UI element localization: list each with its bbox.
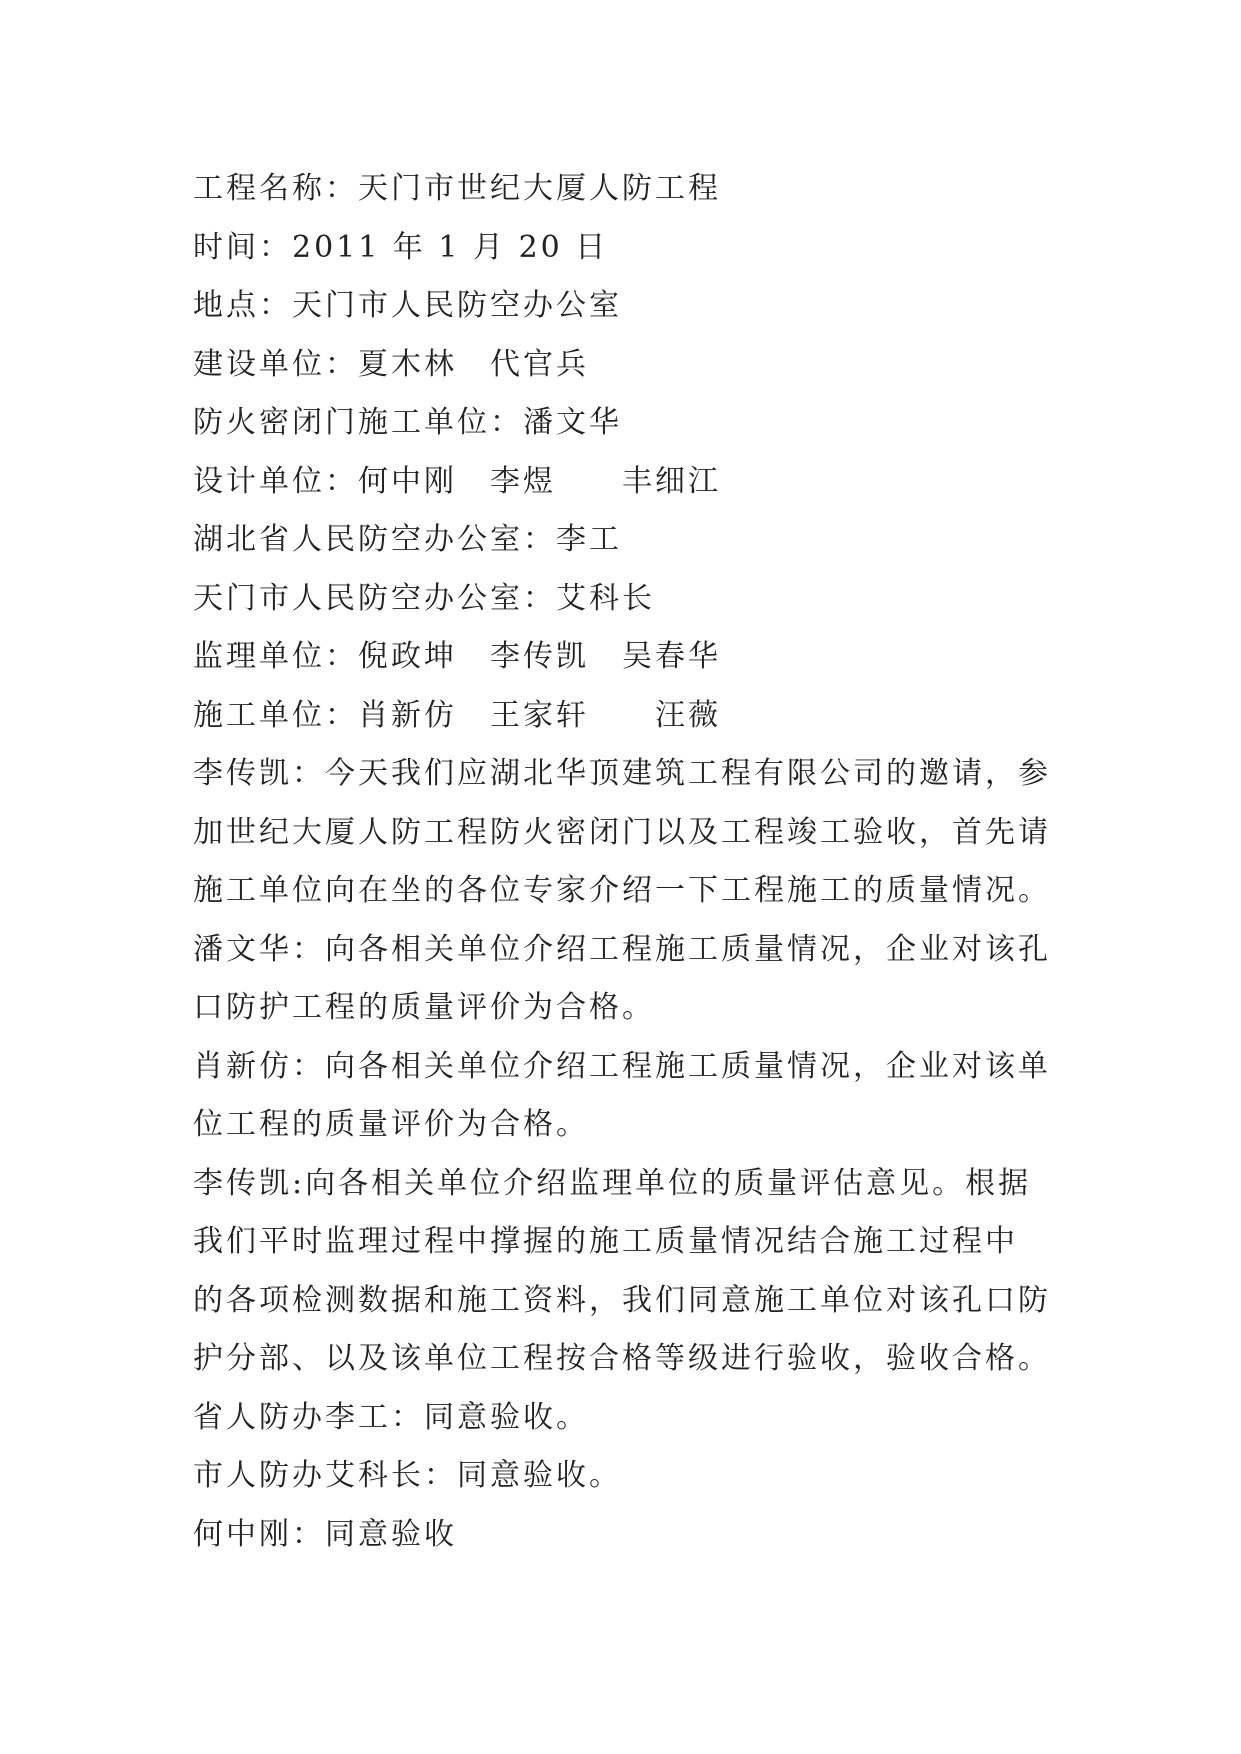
paragraph-line: 何中刚：同意验收 xyxy=(193,1516,457,1552)
document-body xyxy=(193,160,1073,1564)
paragraph-line: 加世纪大厦人防工程防火密闭门以及工程竣工验收，首先请 xyxy=(193,814,1051,850)
fire-door-contractor-line: 防火密闭门施工单位：潘文华 xyxy=(193,405,622,440)
paragraph-line: 位工程的质量评价为合格。 xyxy=(193,1107,589,1142)
supervision-unit-line: 监理单位：倪政坤 李传凯 吴春华 xyxy=(193,639,721,674)
paragraph-line: 李传凯:向各相关单位介绍监理单位的质量评估意见。根据 xyxy=(193,1165,1032,1201)
paragraph-line: 我们平时监理过程中撑握的施工质量情况结合施工过程中 xyxy=(193,1224,1018,1259)
paragraph-line: 省人防办李工：同意验收。 xyxy=(193,1399,589,1435)
paragraph-line: 的各项检测数据和施工资料，我们同意施工单位对该孔口防 xyxy=(193,1282,1051,1318)
paragraph-line: 施工单位向在坐的各位专家介绍一下工程施工的质量情况。 xyxy=(193,873,1051,908)
paragraph-line: 潘文华：向各相关单位介绍工程施工质量情况，企业对该孔 xyxy=(193,931,1051,967)
paragraph-line: 口防护工程的质量评价为合格。 xyxy=(193,990,655,1025)
date-line: 时间：2011 年 1 月 20 日 xyxy=(193,229,609,265)
paragraph-line: 李传凯：今天我们应湖北华顶建筑工程有限公司的邀请，参 xyxy=(193,756,1051,791)
paragraph-line: 护分部、以及该单位工程按合格等级进行验收，验收合格。 xyxy=(193,1341,1051,1376)
construction-unit-line: 建设单位：夏木林 代官兵 xyxy=(193,346,589,382)
paragraph-line: 肖新仿：向各相关单位介绍工程施工质量情况，企业对该单 xyxy=(193,1048,1051,1084)
hubei-civil-defense-line: 湖北省人民防空办公室：李工 xyxy=(193,522,622,557)
design-unit-line: 设计单位：何中刚 李煜 丰细江 xyxy=(193,463,721,499)
tianmen-civil-defense-line: 天门市人民防空办公室：艾科长 xyxy=(193,580,655,616)
project-name-line: 工程名称：天门市世纪大厦人防工程 xyxy=(193,171,721,206)
paragraph-line: 市人防办艾科长：同意验收。 xyxy=(193,1458,622,1493)
location-line: 地点：天门市人民防空办公室 xyxy=(193,288,622,323)
contractor-unit-line: 施工单位：肖新仿 王家轩 汪薇 xyxy=(193,697,721,733)
